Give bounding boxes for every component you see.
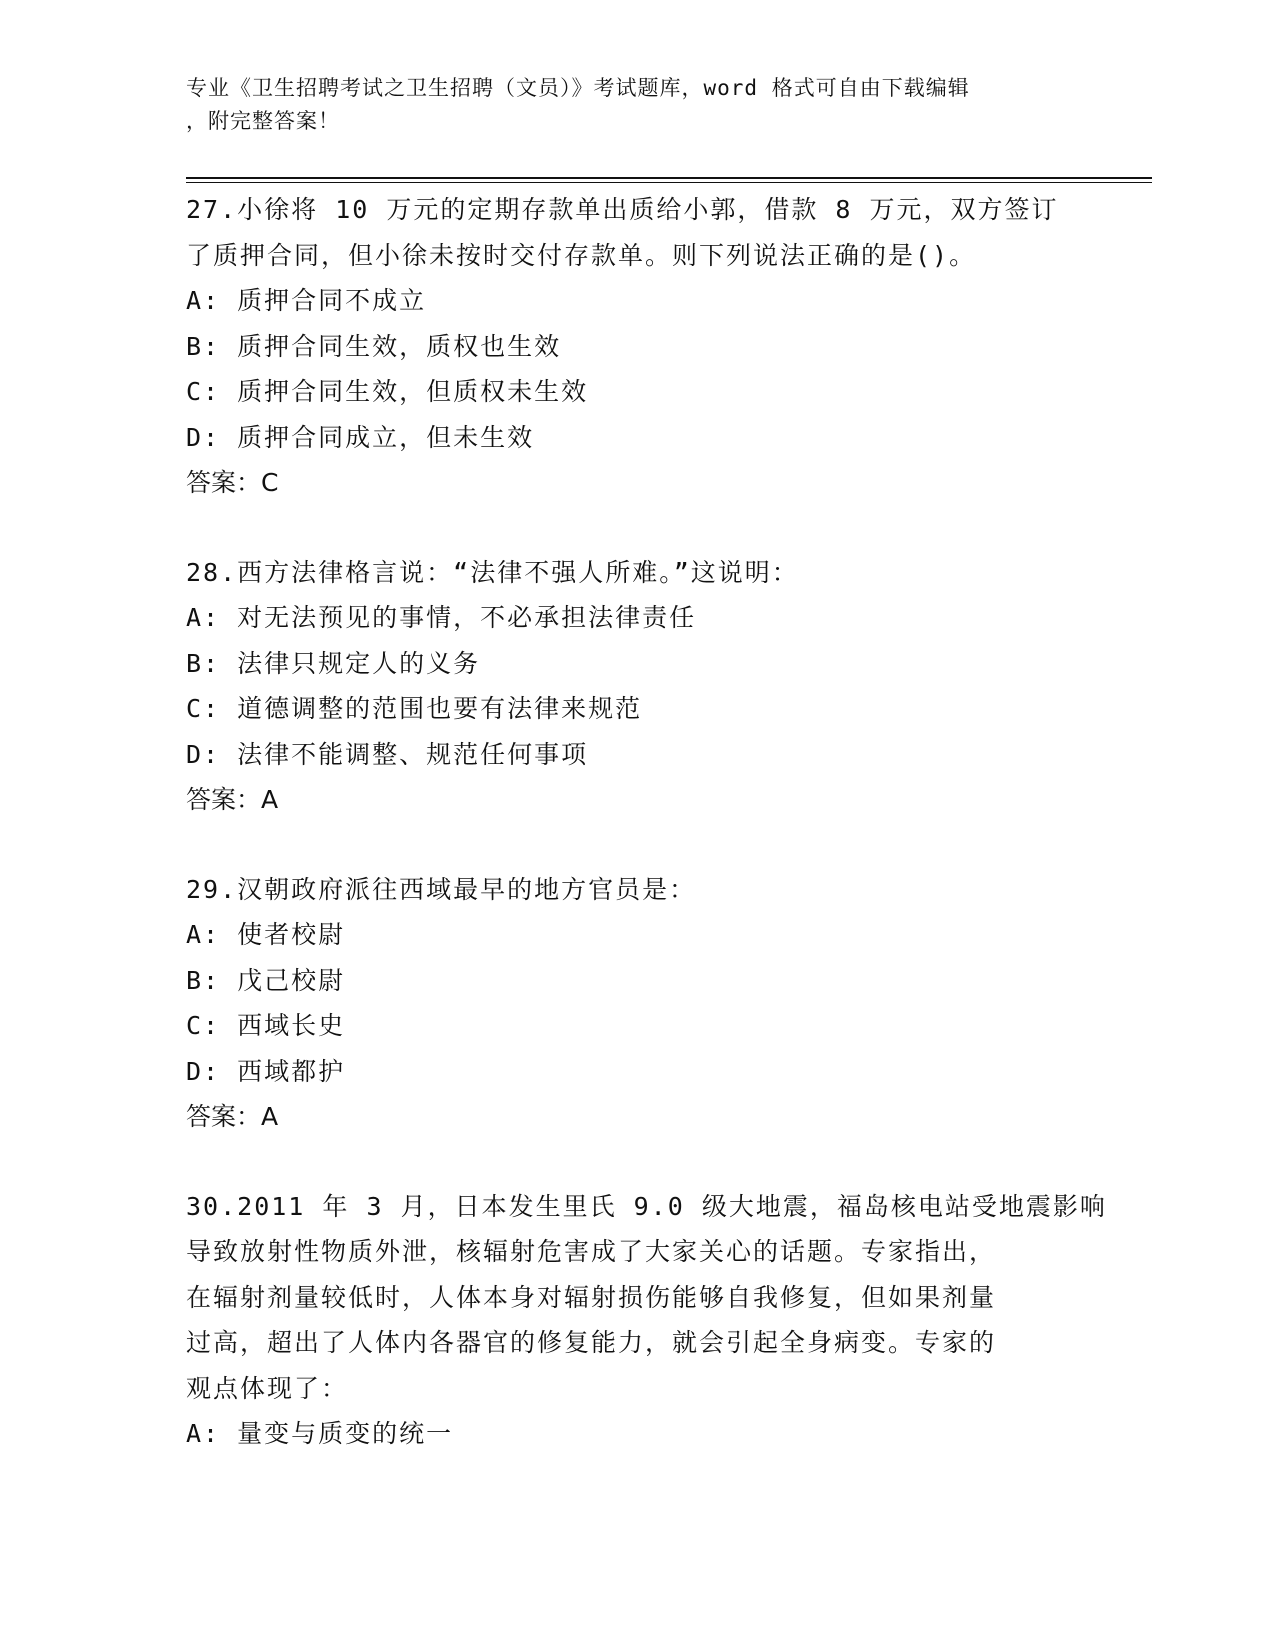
question-28 xyxy=(186,550,1106,823)
header-line: 专业《卫生招聘考试之卫生招聘（文员）》考试题库，word 格式可自由下载编辑 xyxy=(186,76,970,100)
question-list xyxy=(186,187,1106,1501)
option-a: A: 对无法预见的事情，不必承担法律责任 xyxy=(186,603,697,632)
question-stem: 28.西方法律格言说：“法律不强人所难。”这说明： xyxy=(186,557,799,587)
question-stem: 在辐射剂量较低时，人体本身对辐射损伤能够自我修复，但如果剂量 xyxy=(186,1282,997,1312)
header-divider-thin xyxy=(186,182,1152,183)
header-line: ，附完整答案！ xyxy=(186,109,340,133)
option-d: D: 质押合同成立，但未生效 xyxy=(186,422,535,452)
option-b: B: 法律只规定人的义务 xyxy=(186,648,481,678)
question-stem: 了质押合同，但小徐未按时交付存款单。则下列说法正确的是()。 xyxy=(186,240,977,270)
question-29 xyxy=(186,867,1106,1140)
question-stem: 27.小徐将 10 万元的定期存款单出质给小郭，借款 8 万元，双方签订 xyxy=(186,195,1059,224)
option-a: A: 使者校尉 xyxy=(186,920,346,949)
option-b: B: 质押合同生效，质权也生效 xyxy=(186,331,562,361)
question-30 xyxy=(186,1184,1106,1457)
option-b: B: 戊己校尉 xyxy=(186,965,346,995)
option-c: C: 质押合同生效，但质权未生效 xyxy=(186,377,589,406)
question-stem: 观点体现了： xyxy=(186,1373,349,1403)
question-stem: 30.2011 年 3 月，日本发生里氏 9.0 级大地震，福岛核电站受地震影响 xyxy=(186,1191,1107,1221)
question-27 xyxy=(186,187,1106,506)
option-a: A: 量变与质变的统一 xyxy=(186,1419,454,1448)
document-header xyxy=(186,72,1066,138)
answer-label: 答案：A xyxy=(186,785,279,814)
header-divider xyxy=(186,177,1152,179)
option-d: D: 法律不能调整、规范任何事项 xyxy=(186,739,589,769)
option-d: D: 西域都护 xyxy=(186,1056,346,1086)
option-c: C: 西域长史 xyxy=(186,1011,346,1040)
option-a: A: 质押合同不成立 xyxy=(186,286,427,315)
answer-label: 答案：A xyxy=(186,1102,279,1131)
question-stem: 29.汉朝政府派往西域最早的地方官员是： xyxy=(186,874,697,904)
option-c: C: 道德调整的范围也要有法律来规范 xyxy=(186,694,643,723)
question-stem: 过高，超出了人体内各器官的修复能力，就会引起全身病变。专家的 xyxy=(186,1328,997,1357)
answer-label: 答案：C xyxy=(186,468,279,497)
question-stem: 导致放射性物质外泄，核辐射危害成了大家关心的话题。专家指出， xyxy=(186,1237,997,1266)
